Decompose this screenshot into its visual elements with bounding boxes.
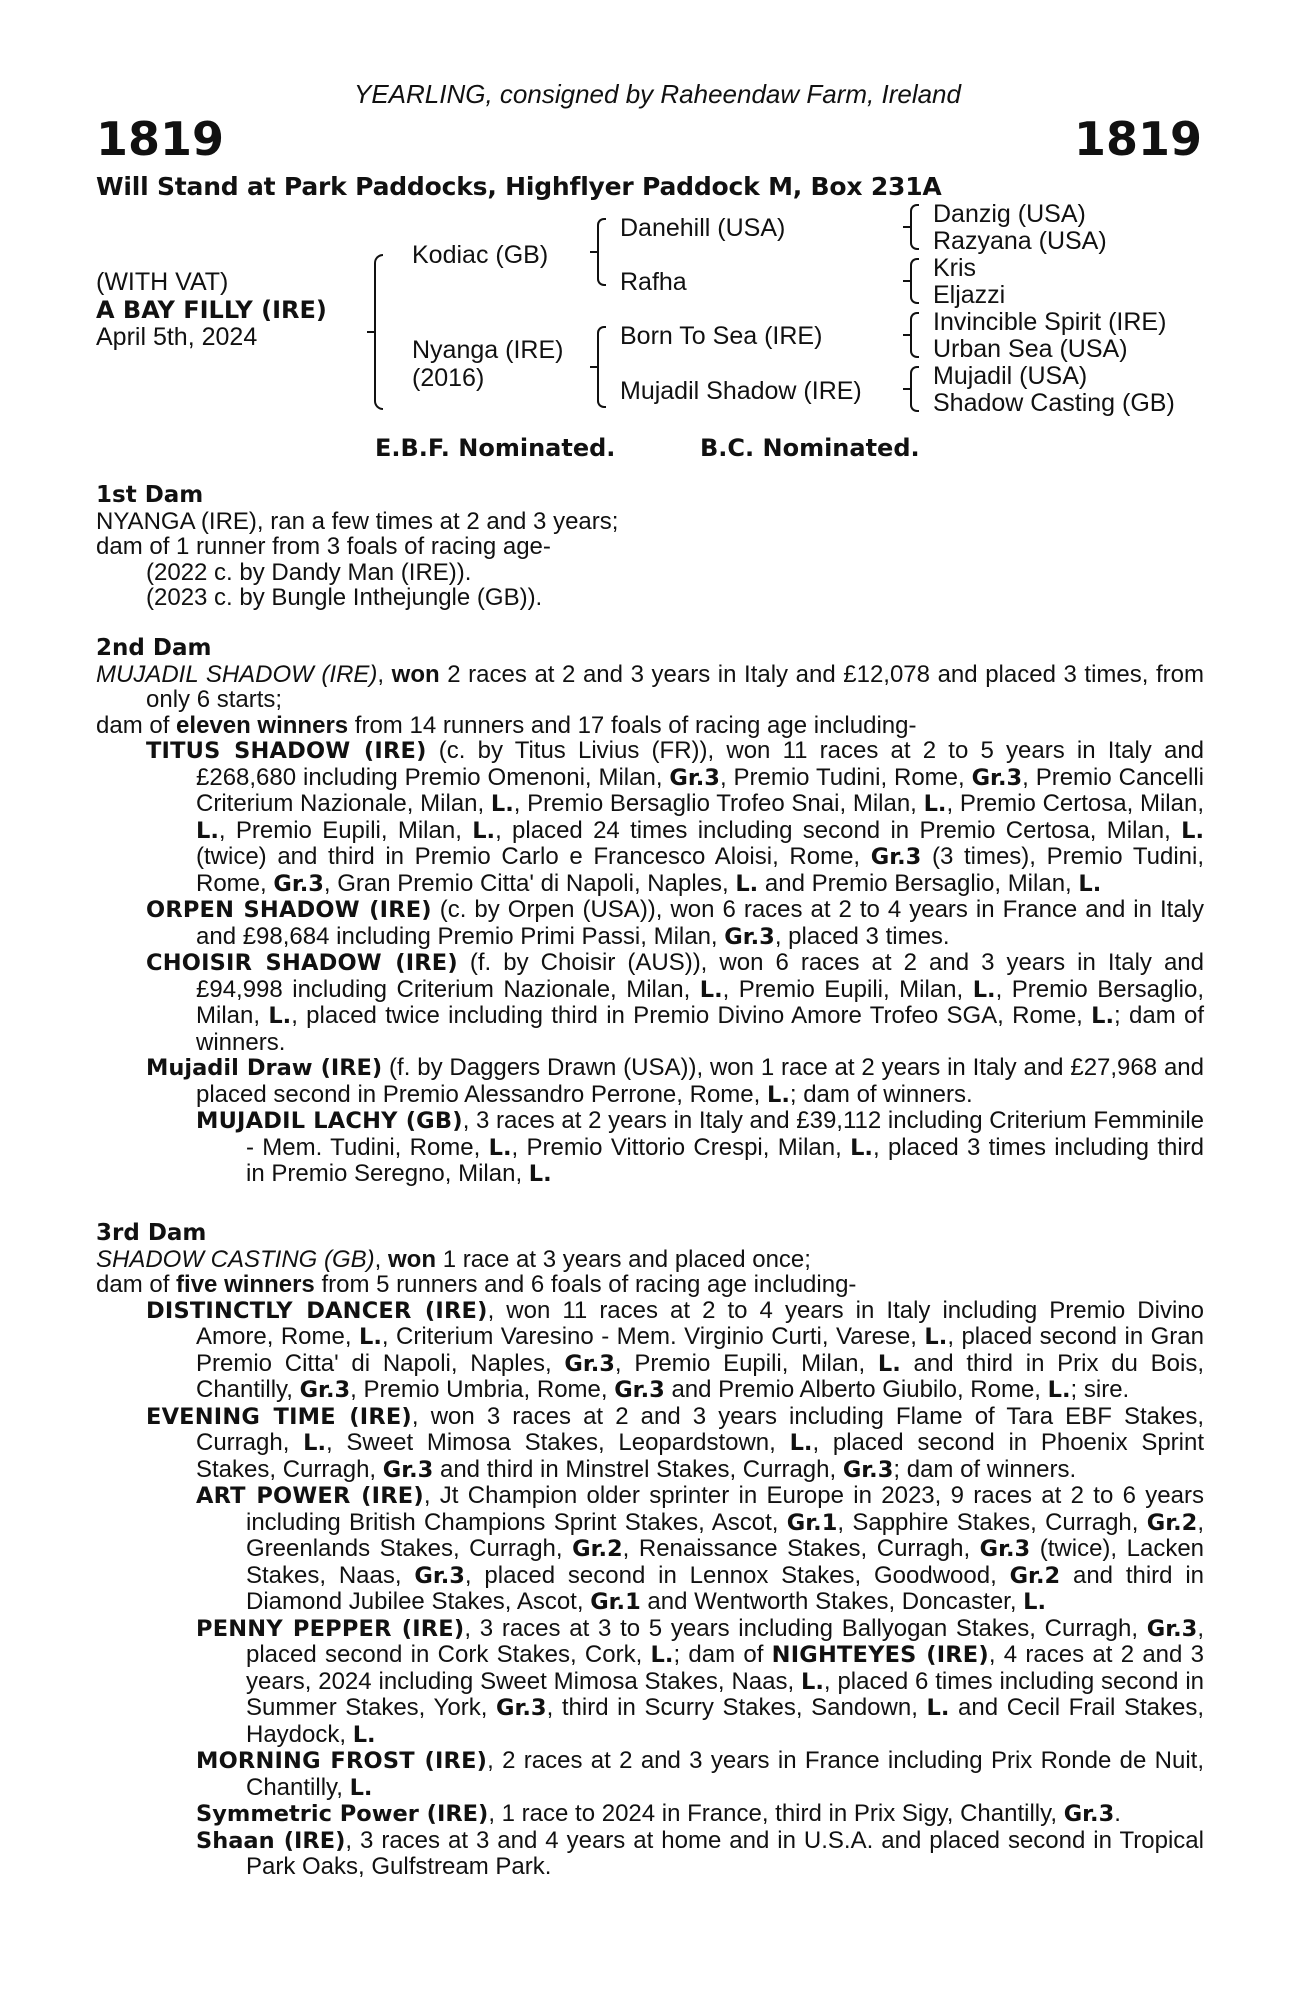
dam-sire: Born To Sea (IRE)	[620, 322, 823, 350]
dam-name: Nyanga (IRE)	[412, 336, 564, 364]
dam-year: (2016)	[412, 364, 485, 392]
gen3-name: Mujadil (USA)	[933, 362, 1088, 390]
sire-sire: Danehill (USA)	[620, 214, 786, 242]
gen3-name: Urban Sea (USA)	[933, 335, 1128, 363]
horse-name: MORNING FROST (IRE)	[196, 1748, 488, 1774]
brace-sire-line	[597, 218, 606, 286]
horse-name: ART POWER (IRE)	[196, 1483, 424, 1509]
produce-entry: CHOISIR SHADOW (IRE) (f. by Choisir (AUS)), won 6 races at 2 and 3 years in Italy and £94,998 including Criterium Nazionale, Milan, L., Premio Eupili, Milan, L., Premio Bersaglio, Milan, L., placed twice including third in Premio Divino Amore Trofeo SGA, Rome, L.; dam of winners.	[146, 949, 1205, 1056]
produce-prefix: dam of	[96, 711, 170, 739]
produce-prefix: dam of	[96, 1271, 170, 1298]
horse-name: MUJADIL LACHY (GB)	[196, 1108, 463, 1134]
lot-number-right: 1819	[1073, 112, 1202, 166]
brace-g3-1	[910, 204, 919, 250]
brace-g3-4	[910, 366, 919, 412]
sire-dam: Rafha	[620, 268, 687, 296]
second-dam-section	[96, 636, 1204, 1188]
produce-suffix: from 5 runners and 6 foals of racing age including-	[321, 1271, 857, 1298]
first-dam-line: NYANGA (IRE), ran a few times at 2 and 3 years;	[96, 507, 619, 535]
produce-entry: MUJADIL LACHY (GB), 3 races at 2 years in Italy and £39,112 including Criterium Femminile - Mem. Tudini, Rome, L., Premio Vittorio Crespi, Milan, L., placed 3 times including third in Premio Seregno, Milan, L.	[196, 1107, 1205, 1187]
horse-name: PENNY PEPPER (IRE)	[196, 1615, 465, 1642]
produce-entry: MORNING FROST (IRE), 2 races at 2 and 3 years in France including Prix Ronde de Nuit, Chantilly, L.	[196, 1747, 1205, 1801]
produce-entry: ORPEN SHADOW (IRE) (c. by Orpen (USA)), won 6 races at 2 to 4 years in France and in Italy and £98,684 including Premio Primi Passi, Milan, Gr.3, placed 3 times.	[146, 896, 1204, 950]
produce-suffix: from 14 runners and 17 foals of racing age including-	[354, 711, 917, 739]
produce-entry: ART POWER (IRE), Jt Champion older sprinter in Europe in 2023, 9 races at 2 to 6 years including British Champions Sprint Stakes, Ascot, Gr.1, Sapphire Stakes, Curragh, Gr.2, Greenlands Stakes, Curragh, Gr.2, Renaissance Stakes, Curragh, Gr.3 (twice), Lacken Stakes, Naas, Gr.3, placed second in Lennox Stakes, Goodwood, Gr.2 and third in Diamond Jubilee Stakes, Ascot, Gr.1 and Wentworth Stakes, Doncaster, L.	[196, 1482, 1205, 1615]
produce-entry: PENNY PEPPER (IRE), 3 races at 3 to 5 years including Ballyogan Stakes, Curragh, Gr.3, placed second in Cork Stakes, Cork, L.; dam of NIGHTEYES (IRE), 4 races at 2 and 3 years, 2024 including Sweet Mimosa Stakes, Naas, L., placed 6 times including second in Summer Stakes, York, Gr.3, third in Scurry Stakes, Sandown, L. and Cecil Frail Stakes, Haydock, L.	[196, 1614, 1205, 1748]
foal-entry: (2023 c. by Bungle Inthejungle (GB)).	[146, 584, 543, 611]
second-dam-heading: 2nd Dam	[96, 635, 212, 661]
brace-generation-1	[374, 254, 383, 410]
sire-name: Kodiac (GB)	[412, 241, 549, 269]
third-dam-section	[96, 1221, 1204, 1880]
gen3-name: Invincible Spirit (IRE)	[933, 308, 1167, 336]
foal-entry: (2022 c. by Dandy Man (IRE)).	[146, 558, 472, 586]
gen3-name: Danzig (USA)	[933, 200, 1086, 228]
winners-count: eleven winners	[176, 711, 349, 739]
lot-number-left: 1819	[96, 112, 225, 166]
brace-g3-2	[910, 258, 919, 304]
dam-dam: Mujadil Shadow (IRE)	[620, 377, 862, 405]
produce-entry: DISTINCTLY DANCER (IRE), won 11 races at 2 to 4 years in Italy including Premio Divino Amore, Rome, L., Criterium Varesino - Mem. Virginio Curti, Varese, L., placed second in Gran Premio Citta' di Napoli, Naples, Gr.3, Premio Eupili, Milan, L. and third in Prix du Bois, Chantilly, Gr.3, Premio Umbria, Rome, Gr.3 and Premio Alberto Giubilo, Rome, L.; sire.	[146, 1296, 1204, 1403]
third-dam-produce	[96, 1272, 1204, 1298]
horse-name: ORPEN SHADOW (IRE)	[146, 897, 432, 923]
horse-name: NIGHTEYES (IRE)	[771, 1642, 989, 1668]
dam-race-text: 1 race at 3 years and placed once;	[442, 1245, 811, 1273]
winners-count: five winners	[176, 1271, 315, 1298]
gen3-name: Kris	[933, 254, 977, 282]
bc-nomination: B.C. Nominated.	[700, 434, 920, 462]
ebf-nomination: E.B.F. Nominated.	[375, 434, 616, 462]
won-label: won	[388, 1245, 437, 1273]
horse-name: Symmetric Power (IRE)	[196, 1801, 489, 1827]
first-dam-heading: 1st Dam	[96, 482, 204, 508]
second-dam-produce	[96, 713, 1204, 739]
foaling-date: April 5th, 2024	[96, 323, 258, 351]
produce-entry: Mujadil Draw (IRE) (f. by Daggers Drawn (USA)), won 1 race at 2 years in Italy and £27,968 and placed second in Premio Alessandro Perrone, Rome, L.; dam of winners.	[146, 1054, 1204, 1108]
horse-name: DISTINCTLY DANCER (IRE)	[146, 1297, 488, 1324]
third-dam-heading: 3rd Dam	[96, 1220, 207, 1246]
first-dam-produce: dam of 1 runner from 3 foals of racing age-	[96, 533, 551, 560]
first-dam-section	[96, 483, 1204, 611]
catalogue-line: YEARLING, consigned by Raheendaw Farm, Ireland	[354, 79, 961, 109]
produce-entry: EVENING TIME (IRE), won 3 races at 2 and 3 years including Flame of Tara EBF Stakes, Curragh, L., Sweet Mimosa Stakes, Leopardstown, L., placed second in Phoenix Sprint Stakes, Curragh, Gr.3 and third in Minstrel Stakes, Curragh, Gr.3; dam of winners.	[146, 1402, 1205, 1483]
lot-name: A BAY FILLY (IRE)	[96, 296, 327, 324]
produce-entry: Symmetric Power (IRE), 1 race to 2024 in France, third in Prix Sigy, Chantilly, Gr.3.	[196, 1800, 1121, 1827]
brace-g3-3	[910, 312, 919, 358]
vat-label: (WITH VAT)	[96, 268, 229, 296]
horse-name: EVENING TIME (IRE)	[146, 1403, 412, 1430]
second-dam-record: MUJADIL SHADOW (IRE), won 2 races at 2 and 3 years in Italy and £12,078 and placed 3 times, from only 6 starts;	[96, 660, 1205, 713]
horse-name: Shaan (IRE)	[196, 1827, 346, 1854]
produce-entry: Shaan (IRE), 3 races at 3 and 4 years at home and in U.S.A. and placed second in Tropical Park Oaks, Gulfstream Park.	[196, 1826, 1204, 1880]
stand-info: Will Stand at Park Paddocks, Highflyer Paddock M, Box 231A	[96, 172, 942, 201]
dam-race-text: 2 races at 2 and 3 years in Italy and £12,078 and placed 3 times, from only 6 starts;	[146, 660, 1205, 713]
gen3-name: Eljazzi	[933, 281, 1006, 309]
brace-dam-line	[597, 326, 606, 408]
dam-name: MUJADIL SHADOW (IRE)	[96, 660, 378, 688]
horse-name: Mujadil Draw (IRE)	[146, 1055, 383, 1081]
won-label: won	[391, 660, 440, 688]
third-dam-record: SHADOW CASTING (GB), won 1 race at 3 years and placed once;	[96, 1245, 811, 1273]
gen3-name: Razyana (USA)	[933, 227, 1107, 255]
horse-name: TITUS SHADOW (IRE)	[146, 738, 427, 764]
dam-name: SHADOW CASTING (GB)	[96, 1245, 375, 1273]
produce-entry: TITUS SHADOW (IRE) (c. by Titus Livius (FR)), won 11 races at 2 to 5 years in Italy and £268,680 including Premio Omenoni, Milan, Gr.3, Premio Tudini, Rome, Gr.3, Premio Cancelli Criterium Nazionale, Milan, L., Premio Bersaglio Trofeo Snai, Milan, L., Premio Certosa, Milan, L., Premio Eupili, Milan, L., placed 24 times including second in Premio Certosa, Milan, L. (twice) and third in Premio Carlo e Francesco Aloisi, Rome, Gr.3 (3 times), Premio Tudini, Rome, Gr.3, Gran Premio Citta' di Napoli, Naples, L. and Premio Bersaglio, Milan, L.	[146, 737, 1205, 897]
gen3-name: Shadow Casting (GB)	[933, 389, 1175, 417]
horse-name: CHOISIR SHADOW (IRE)	[146, 950, 458, 976]
